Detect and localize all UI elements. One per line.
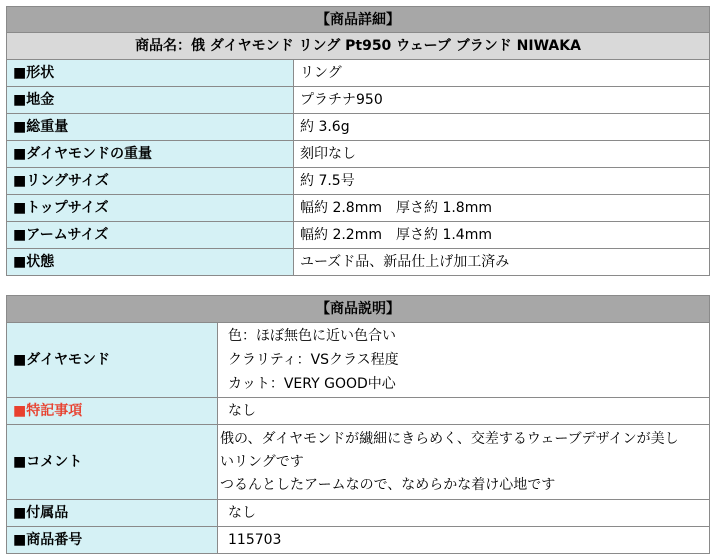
product-number-value: 115703 (218, 527, 710, 554)
special-notes-label: ■特記事項 (7, 398, 218, 425)
comment-text (218, 425, 710, 500)
condition-value: ユーズド品、新品仕上げ加工済み (294, 249, 710, 276)
comment-line-2: いリングです (220, 453, 304, 470)
metal-value: プラチナ950 (294, 87, 710, 114)
metal-label: ■地金 (7, 87, 294, 114)
product-details-table (6, 6, 710, 276)
details-header: 【商品詳細】 (7, 7, 710, 33)
total-weight-value: 約 3.6g (294, 114, 710, 141)
shape-label: ■形状 (7, 60, 294, 87)
accessories-label: ■付属品 (7, 500, 218, 527)
arm-size-label: ■アームサイズ (7, 222, 294, 249)
diamond-label: ■ダイヤモンド (7, 323, 218, 398)
comment-label: ■コメント (7, 425, 218, 500)
shape-value: リング (294, 60, 710, 87)
diamond-info (218, 323, 710, 398)
ring-size-label: ■リングサイズ (7, 168, 294, 195)
ring-size-value: 約 7.5号 (294, 168, 710, 195)
product-number-label: ■商品番号 (7, 527, 218, 554)
product-name: 商品名：俄 ダイヤモンド リング Pt950 ウェーブ ブランド NIWAKA (7, 33, 710, 60)
comment-line-1: 俄の、ダイヤモンドが繊細にきらめく、交差するウェーブデザインが美し (220, 430, 679, 447)
diamond-weight-value: 刻印なし (294, 141, 710, 168)
special-notes-value: なし (218, 398, 710, 425)
diamond-color: 色：ほぼ無色に近い色合い (228, 328, 396, 344)
arm-size-value: 幅約 2.2mm 厚さ約 1.4mm (294, 222, 710, 249)
condition-label: ■状態 (7, 249, 294, 276)
total-weight-label: ■総重量 (7, 114, 294, 141)
diamond-clarity: クラリティ：VSクラス程度 (228, 352, 399, 368)
accessories-value: なし (218, 500, 710, 527)
diamond-weight-label: ■ダイヤモンドの重量 (7, 141, 294, 168)
product-description-table (6, 295, 710, 554)
comment-line-3: つるんとしたアームなので、なめらかな着け心地です (220, 476, 556, 493)
top-size-label: ■トップサイズ (7, 195, 294, 222)
top-size-value: 幅約 2.8mm 厚さ約 1.8mm (294, 195, 710, 222)
description-header: 【商品説明】 (7, 296, 710, 323)
diamond-cut: カット：VERY GOOD中心 (228, 376, 396, 392)
